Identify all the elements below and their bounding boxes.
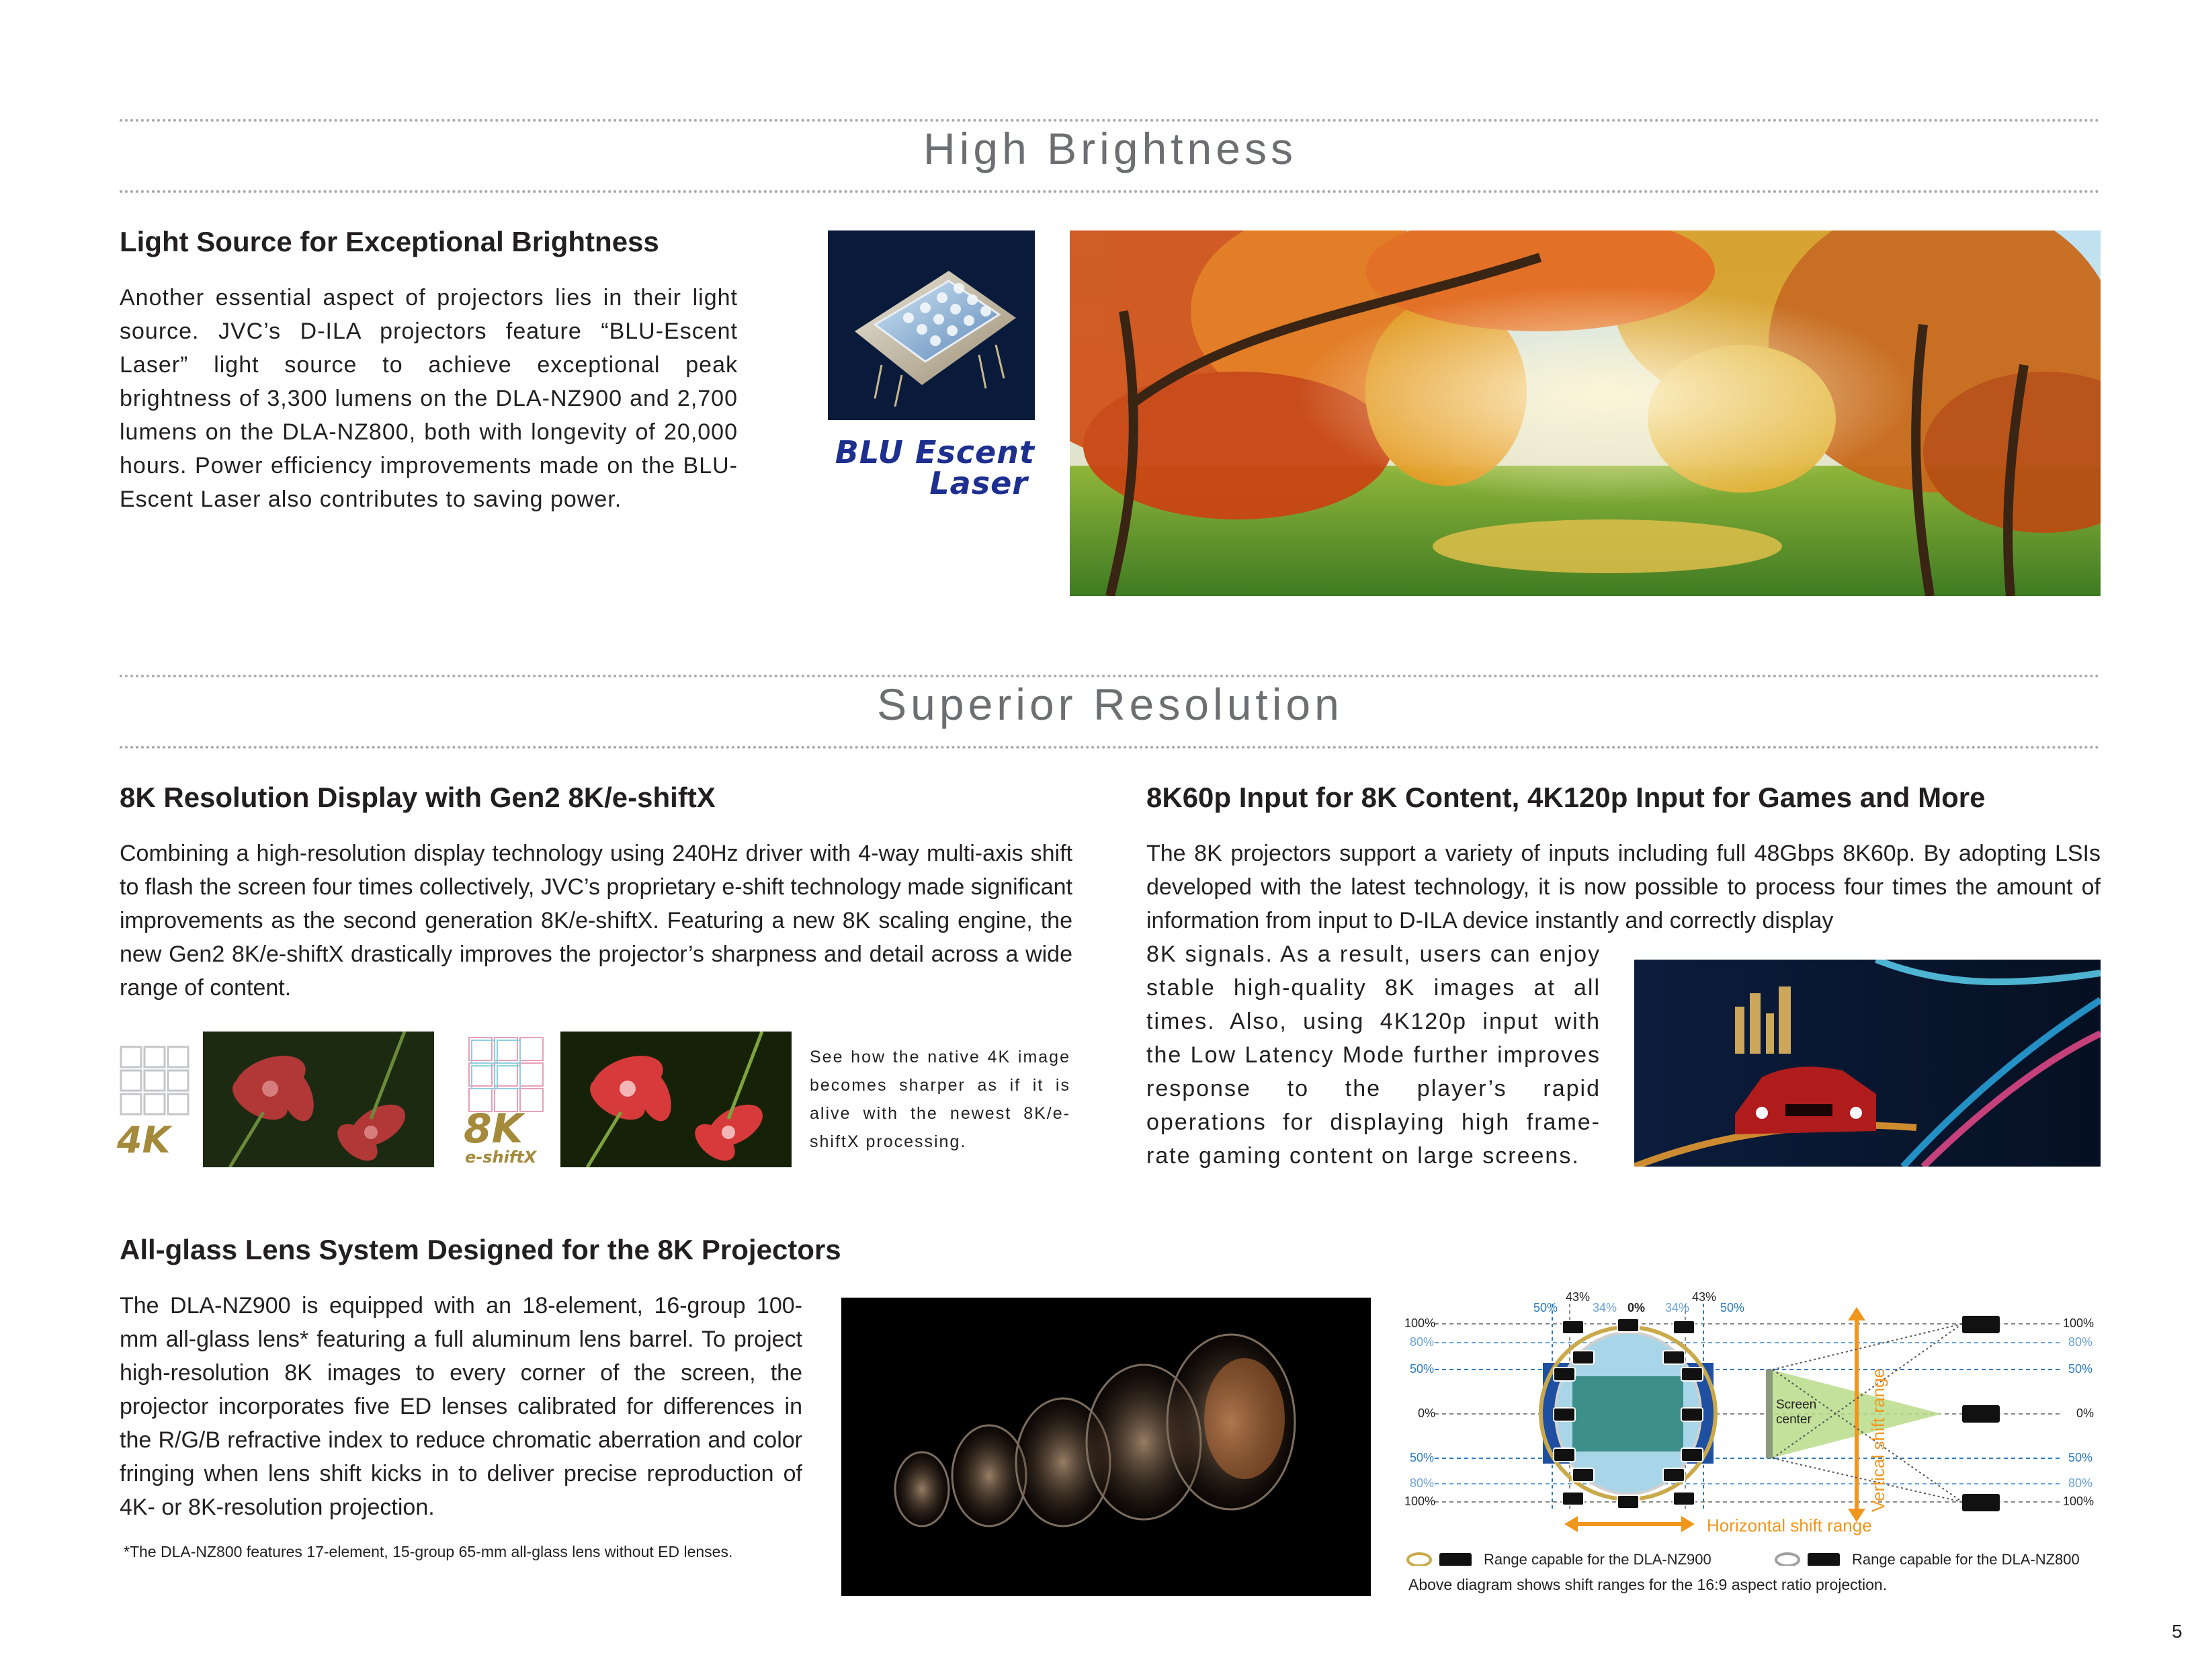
- left-label: 100%: [1404, 1316, 1436, 1330]
- right-label: 80%: [2068, 1335, 2093, 1349]
- input-body-full: The 8K projectors support a variety of inputs including full 48Gbps 8K60p. By adopting LSIs developed with the latest technology, it is now possible to process four times the amount of information from input to D-ILA device instantly and correctly display: [1146, 841, 2101, 933]
- right-label: 100%: [2063, 1495, 2095, 1508]
- resolution-caption: See how the native 4K image becomes sharper as if it is alive with the newest 8K/e-shiftX processing.: [810, 1048, 1070, 1151]
- top-label: 50%: [1720, 1301, 1745, 1314]
- left-label: 80%: [1410, 1476, 1435, 1490]
- left-label: 50%: [1410, 1451, 1435, 1464]
- flower-8k-image: [560, 1032, 792, 1167]
- left-label: 0%: [1418, 1406, 1436, 1420]
- divider-top: [120, 119, 2101, 122]
- lens-body: The DLA-NZ900 is equipped with an 18-element, 16-group 100-mm all-glass lens* featuring a full aluminum lens barrel. To project high-resolution 8K images to every corner of the screen, the projector incorporates five ED lenses calibrated for differences in the R/G/B refractive index to reduce chromatic aberration and color fringing when lens shift kicks in to deliver precise reproduction of 4K- or 8K-resolution projection.: [120, 1293, 802, 1520]
- lens-footnote: *The DLA-NZ800 features 17-element, 15-group 65-mm all-glass lens without ED lenses.: [124, 1543, 733, 1560]
- right-label: 0%: [2076, 1406, 2095, 1420]
- badge-8k-sub: e-shiftX: [465, 1148, 537, 1167]
- horizontal-shift-label: Horizontal shift range: [1707, 1515, 1872, 1536]
- autumn-forest-image: [1070, 230, 2101, 596]
- pixel-grid-8k-icon: [466, 1035, 546, 1114]
- divider-top: [120, 675, 2101, 677]
- right-label: 50%: [2068, 1451, 2093, 1464]
- left-label: 50%: [1410, 1362, 1435, 1376]
- legend-nz900: Range capable for the DLA-NZ900: [1484, 1551, 1711, 1568]
- top-label: 34%: [1665, 1301, 1690, 1314]
- flower-4k-image: [203, 1032, 434, 1167]
- left-label: 80%: [1410, 1335, 1435, 1349]
- blu-escent-logo: BLU Escent Laser: [835, 434, 1035, 501]
- divider-bottom: [120, 746, 2101, 749]
- top-label: 43%: [1692, 1290, 1717, 1304]
- section-title-brightness: High Brightness: [923, 124, 1297, 173]
- resolution-heading: 8K Resolution Display with Gen2 8K/e-shiftX: [120, 782, 716, 813]
- right-label: 100%: [2063, 1316, 2095, 1330]
- brightness-heading: Light Source for Exceptional Brightness: [120, 226, 659, 257]
- section-title-resolution: Superior Resolution: [877, 679, 1343, 729]
- pixel-grid-4k-icon: [120, 1046, 189, 1116]
- glass-lens-image: [841, 1298, 1371, 1596]
- resolution-body: Combining a high-resolution display technology using 240Hz driver with 4-way multi-axis shift to flash the screen four times collectively, JVC’s proprietary e-shift technology made significant improvements as the second generation 8K/e-shiftX. Featuring a new 8K scaling engine, the new Gen2 8K/e-shiftX drastically improves the projector’s sharpness and detail across a wide range of content.: [120, 841, 1072, 1001]
- racing-car-image: [1634, 960, 2101, 1167]
- top-label: 50%: [1533, 1301, 1558, 1314]
- top-label: 43%: [1566, 1290, 1591, 1304]
- page-number: 5: [2172, 1621, 2183, 1642]
- brightness-body: Another essential aspect of projectors lies in their light source. JVC’s D-ILA projectors feature “BLU-Escent Laser” light source to achieve exceptional peak brightness of 3,300 lumens on the DLA-NZ900 and 2,700 lumens on the DLA-NZ800, both with longevity of 20,000 hours. Power efficiency improvements made on the BLU-Escent Laser also contributes to saving power.: [120, 285, 738, 512]
- legend-nz800: Range capable for the DLA-NZ800: [1852, 1551, 2080, 1568]
- top-label: 34%: [1593, 1301, 1617, 1314]
- screen-center-label: Screen center: [1776, 1398, 1817, 1427]
- input-body-narrow: 8K signals. As a result, users can enjoy stable high-quality 8K images at all times. Also, using 4K120p input with the Low Latency Mode further improves response to the player’s rapid operations for displaying high frame-rate gaming content on large screens.: [1146, 941, 1601, 1169]
- right-label: 80%: [2068, 1476, 2093, 1490]
- input-heading: 8K60p Input for 8K Content, 4K120p Input for Games and More: [1146, 782, 1986, 813]
- diagram-note: Above diagram shows shift ranges for the 16:9 aspect ratio projection.: [1408, 1576, 1888, 1593]
- lens-shift-diagram: [1404, 1284, 2110, 1566]
- vertical-shift-label: Vertical shift range: [1868, 1368, 1888, 1512]
- right-label: 50%: [2068, 1362, 2093, 1376]
- divider-bottom: [120, 190, 2101, 193]
- laser-module-image: [828, 230, 1035, 420]
- badge-4k: 4K: [117, 1119, 171, 1161]
- top-label: 0%: [1628, 1301, 1646, 1314]
- badge-8k: 8K: [464, 1105, 523, 1152]
- lens-heading: All-glass Lens System Designed for the 8K Projectors: [120, 1234, 841, 1265]
- left-label: 100%: [1404, 1495, 1436, 1508]
